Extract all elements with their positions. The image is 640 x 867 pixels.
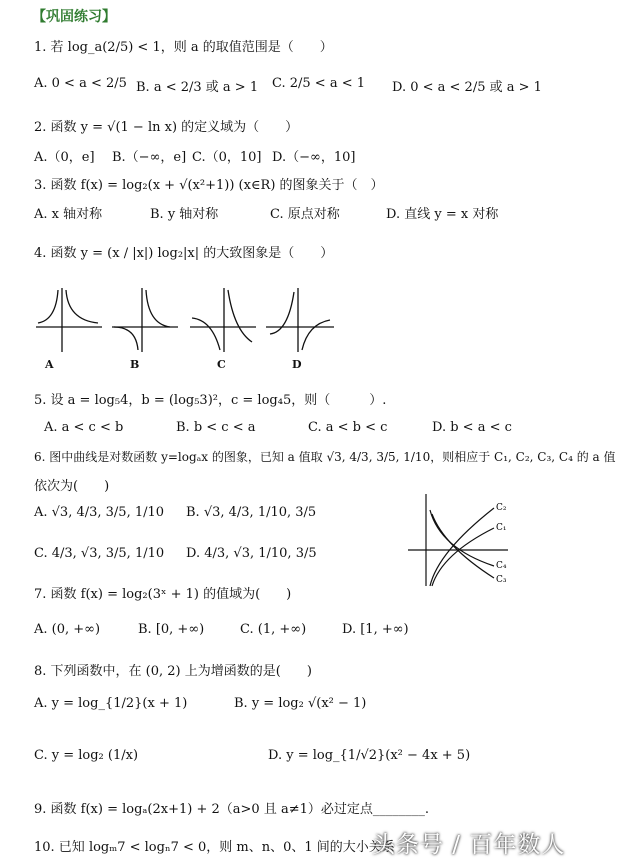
q4-graph-a	[36, 288, 102, 352]
q3-option-d: D. 直线 y = x 对称	[386, 207, 499, 222]
question-3-stem: 3. 函数 f(x) = log₂(x + √(x²+1)) (x∈R) 的图象关于（ ）	[34, 178, 384, 193]
q6-curve-label-c2: C₂	[496, 503, 507, 513]
q8-option-c: C. y = log₂ (1/x)	[34, 748, 139, 763]
q7-option-b: B. [0, +∞)	[138, 622, 205, 637]
q2-option-a: A.（0，e]	[34, 150, 95, 165]
q7-option-c: C. (1, +∞)	[240, 622, 307, 637]
section-title: 【巩固练习】	[32, 9, 116, 25]
q4-graph-c	[190, 288, 256, 352]
q1-option-d: D. 0 < a < 2/5 或 a > 1	[392, 80, 542, 95]
question-8-stem: 8. 下列函数中，在 (0, 2) 上为增函数的是( )	[34, 664, 312, 679]
question-7-stem: 7. 函数 f(x) = log₂(3ˣ + 1) 的值域为( )	[34, 587, 292, 602]
question-9-stem: 9. 函数 f(x) = logₐ(2x+1) + 2（a>0 且 a≠1）必过定点________.	[34, 802, 429, 817]
q6-curve-label-c3: C₃	[496, 575, 507, 585]
q6-option-c: C. 4/3, √3, 3/5, 1/10	[34, 546, 165, 561]
question-4-stem: 4. 函数 y = (x / |x|) log₂|x| 的大致图象是（ ）	[34, 246, 334, 261]
question-6-stem-cont: 依次为( )	[34, 479, 110, 494]
question-2-stem: 2. 函数 y = √(1 − ln x) 的定义域为（ ）	[34, 120, 299, 135]
q1-option-b: B. a < 2/3 或 a > 1	[136, 80, 259, 95]
q5-option-d: D. b < a < c	[432, 420, 512, 435]
q4-graph-d	[266, 288, 334, 352]
q6-option-a: A. √3, 4/3, 3/5, 1/10	[34, 505, 165, 520]
watermark: 头条号 / 百年数人	[372, 832, 566, 858]
q5-option-c: C. a < b < c	[308, 420, 388, 435]
q2-option-b: B.（−∞，e]	[112, 150, 187, 165]
q4-graph-b	[112, 288, 178, 352]
q3-option-c: C. 原点对称	[270, 207, 340, 222]
q6-curve-label-c4: C₄	[496, 561, 507, 571]
question-6-stem: 6. 图中曲线是对数函数 y=logₐx 的图象，已知 a 值取 √3, 4/3, 3/5, 1/10，则相应于 C₁, C₂, C₃, C₄ 的 a 值	[34, 450, 616, 464]
q8-option-a: A. y = log_{1/2}(x + 1)	[34, 696, 188, 711]
q7-option-a: A. (0, +∞)	[34, 622, 101, 637]
q3-option-b: B. y 轴对称	[150, 207, 219, 222]
q1-option-a: A. 0 < a < 2/5	[34, 76, 127, 91]
question-1-stem: 1. 若 log_a(2/5) < 1，则 a 的取值范围是（ ）	[34, 40, 333, 55]
q5-option-b: B. b < c < a	[176, 420, 256, 435]
q1-option-c: C. 2/5 < a < 1	[272, 76, 366, 91]
question-10-stem: 10. 已知 logₘ7 < logₙ7 < 0，则 m、n、0、1 间的大小关系	[34, 840, 395, 855]
q6-log-curves-figure	[404, 490, 514, 590]
q3-option-a: A. x 轴对称	[34, 207, 103, 222]
q6-option-b: B. √3, 4/3, 1/10, 3/5	[186, 505, 317, 520]
q6-curve-label-c1: C₁	[496, 523, 507, 533]
q4-label-b: B	[130, 358, 140, 371]
q2-option-d: D.（−∞，10]	[272, 150, 356, 165]
q2-option-c: C.（0，10]	[192, 150, 262, 165]
q8-option-d: D. y = log_{1/√2}(x² − 4x + 5)	[268, 748, 471, 763]
q8-option-b: B. y = log₂ √(x² − 1)	[234, 696, 367, 711]
q4-label-c: C	[217, 358, 226, 371]
q6-option-d: D. 4/3, √3, 1/10, 3/5	[186, 546, 317, 561]
q4-label-a: A	[45, 358, 54, 371]
q5-option-a: A. a < c < b	[44, 420, 124, 435]
q4-label-d: D	[292, 358, 302, 371]
q7-option-d: D. [1, +∞)	[342, 622, 409, 637]
question-5-stem: 5. 设 a = log₅4，b = (log₅3)²，c = log₄5，则（ ）.	[34, 393, 387, 408]
